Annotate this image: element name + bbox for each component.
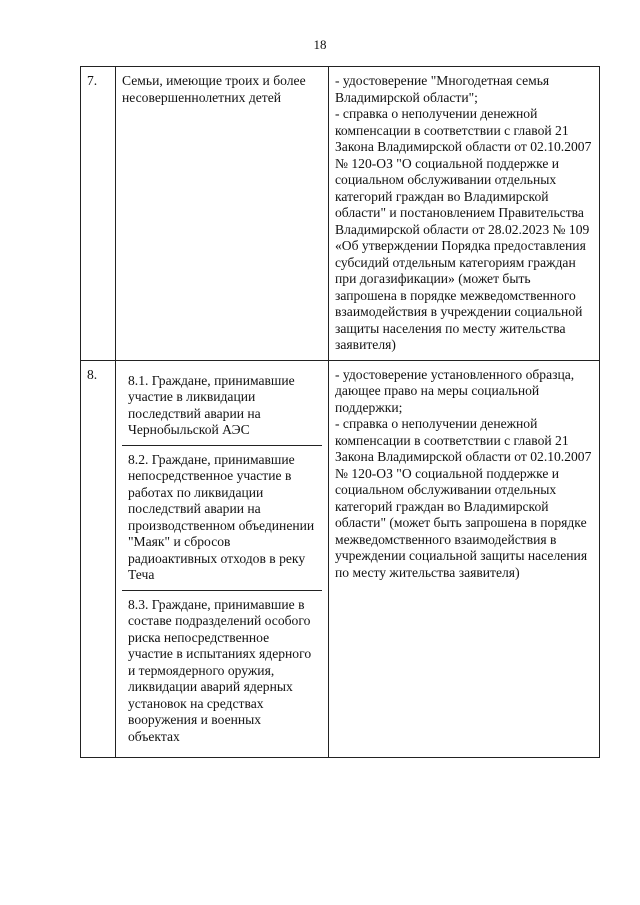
document-item: - справка о неполучении денежной компенсации в соответствии с главой 21 Закона Владимирской области от 02.10.2007 № 120-ОЗ "О социальной поддержке и социальном обслуживании отдельных категорий граждан во Владимирской области" и постановлением Правительства Владимирской области от 28.02.2023 № 109 «Об утверждении Порядка предоставления субсидий отдельным категориям граждан при догазификации» (может быть запрошена в порядке межведомственного взаимодействия в учреждении социальной защиты населения по месту жительства заявителя) [335,106,592,352]
document-item: - удостоверение "Многодетная семья Владимирской области"; [335,73,550,105]
row-number: 7. [81,67,116,361]
subcategory-cell [116,360,329,758]
row-number: 8. [81,360,116,758]
table-row-8 [81,360,600,758]
documents-cell [329,67,600,361]
eligibility-table [80,66,600,758]
page-number: 18 [313,37,327,52]
documents-cell [329,360,600,758]
category-cell: Семьи, имеющие троих и более несовершеннолетних детей [116,67,329,361]
document-item: - справка о неполучении денежной компенсации в соответствии с главой 21 Закона Владимирской области от 02.10.2007 № 120-ОЗ "О социальной поддержке и социальном обслуживании отдельных категорий граждан во Владимирской области" (может быть запрошена в порядке межведомственного взаимодействия в учреждении социальной защиты населения по месту жительства заявителя) [335,416,592,580]
subcategory-8-1: 8.1. Граждане, принимавшие участие в ликвидации последствий аварии на Чернобыльской АЭС [128,372,295,437]
subcategory-8-2: 8.2. Граждане, принимавшие непосредственное участие в работах по ликвидации последствий аварии на производственном объединении "Маяк" и сбросов радиоактивных отходов в реку Теча [122,445,322,590]
table-row-7 [81,67,600,361]
document-item: - удостоверение установленного образца, дающее право на меры социальной поддержки; [335,366,575,415]
subcategory-8-3: 8.3. Граждане, принимавшие в составе подразделений особого риска непосредственное участие в испытаниях ядерного и термоядерного оружия, ликвидации аварий ядерных установок на средствах вооружения и военных объектах [122,590,322,752]
